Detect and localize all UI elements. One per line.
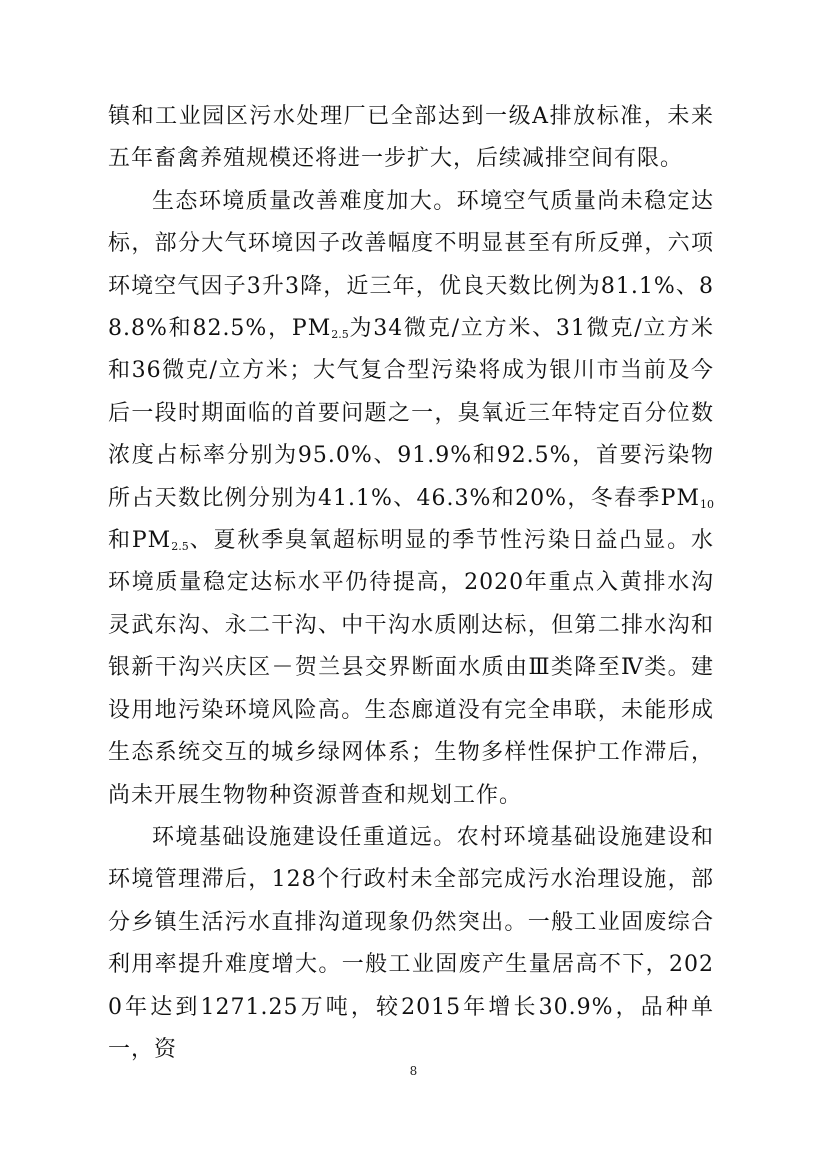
paragraph-infrastructure: [108, 817, 714, 1071]
page-number: 8: [409, 1064, 418, 1078]
pm25-subscript: 2.5: [331, 328, 349, 342]
paragraph-2-text-d: 、夏秋季臭氧超标明显的季节性污染日益凸显。水环境质量稳定达标水平仍待提高，2020年重点入黄排水沟灵武东沟、永二干沟、中干沟水质刚达标，但第二排水沟和银新干沟兴庆区－贺兰县交界断面水质由Ⅲ类降至Ⅳ类。建设用地污染环境风险高。生态廊道没有完全串联，未能形成生态系统交互的城乡绿网体系；生物多样性保护工作滞后，尚未开展生物物种资源普查和规划工作。: [108, 528, 714, 808]
paragraph-continuation: [108, 96, 714, 181]
pm25-subscript-2: 2.5: [171, 540, 189, 554]
pm10-subscript: 10: [700, 497, 714, 511]
paragraph-2-text-a: 生态环境质量改善难度加大。环境空气质量尚未稳定达标，部分大气环境因子改善幅度不明显甚至有所反弹，六项环境空气因子3升3降，近三年，优良天数比例为81.1%、88.8%和82.5%，PM: [108, 188, 714, 342]
paragraph-ecology-quality: [108, 181, 714, 817]
body-text: [108, 96, 714, 1071]
paragraph-1-text: 镇和工业园区污水处理厂已全部达到一级A排放标准，未来五年畜禽养殖规模还将进一步扩大，后续减排空间有限。: [108, 104, 714, 172]
paragraph-2-text-b: 为34微克/立方米、31微克/立方米和36微克/立方米；大气复合型污染将成为银川市当前及今后一段时期面临的首要问题之一，臭氧近三年特定百分位数浓度占标率分别为95.0%、91.9%和92.5%，首要污染物所占天数比例分别为41.1%、46.3%和20%，冬春季PM: [108, 316, 714, 511]
paragraph-2-text-c: 和PM: [108, 528, 172, 554]
paragraph-3-text: 环境基础设施建设任重道远。农村环境基础设施建设和环境管理滞后，128个行政村未全部完成污水治理设施，部分乡镇生活污水直排沟道现象仍然突出。一般工业固废综合利用率提升难度增大。一般工业固废产生量居高不下，2020年达到1271.25万吨，较2015年增长30.9%，品种单一，资: [108, 824, 714, 1062]
